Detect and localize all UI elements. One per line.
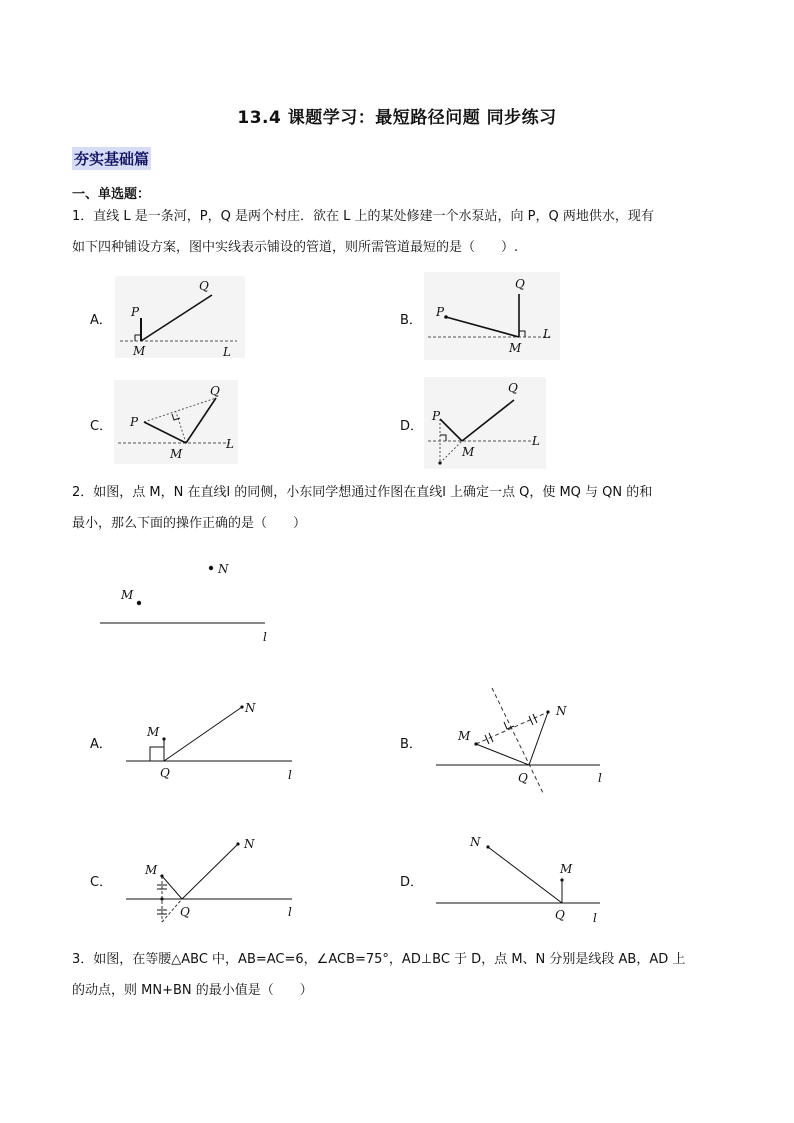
point-n (209, 566, 213, 570)
label-q: Q (210, 384, 220, 398)
q2-figure-b (432, 685, 612, 800)
foot-point (160, 897, 163, 900)
segment-m-q (162, 876, 182, 899)
label-n: N (245, 701, 256, 715)
label-n: N (218, 562, 229, 576)
q2-line-2: 最小，那么下面的操作正确的是（ ） (72, 516, 307, 531)
q2-option-c-label: C． (90, 875, 113, 890)
q1-line-2: 如下四种铺设方案，图中实线表示铺设的管道，则所需管道最短的是（ ）. (72, 240, 519, 255)
q1-option-a-label: A． (90, 313, 112, 328)
segment-n-q (488, 847, 562, 903)
q1-text (72, 201, 732, 263)
label-q: Q (515, 277, 525, 291)
label-p: P (432, 409, 441, 423)
section-heading: 夯实基础篇 (72, 147, 151, 170)
point-m (160, 874, 163, 877)
page-title: 13.4 课题学习：最短路径问题 同步练习 (237, 108, 557, 128)
label-m: M (147, 725, 160, 739)
label-q: Q (199, 279, 209, 293)
q2-figure-c (120, 832, 310, 927)
q2-option-b-label: B． (400, 737, 422, 752)
label-q: Q (180, 905, 190, 919)
label-n: N (244, 837, 255, 851)
label-l: l (598, 771, 602, 785)
label-q: Q (160, 766, 170, 780)
label-m: M (121, 588, 134, 602)
q2-option-a-label: A． (90, 737, 112, 752)
segment-q-n (182, 844, 238, 899)
point-n (546, 710, 549, 713)
point-m (162, 737, 165, 740)
label-m: M (462, 445, 475, 459)
q3-text (72, 944, 732, 1006)
label-l: l (288, 905, 292, 919)
point-p (444, 315, 448, 319)
q1-line-1: 1．直线 L 是一条河，P，Q 是两个村庄．欲在 L 上的某处修建一个水泵站，向 P，Q 两地供水，现有 (72, 209, 654, 224)
label-p: P (436, 305, 445, 319)
point-m (137, 601, 141, 605)
label-l: L (223, 345, 231, 359)
q1-option-c-label: C． (90, 419, 113, 434)
q2-figure-a (120, 695, 310, 785)
label-n: N (470, 835, 481, 849)
segment-q-n (164, 707, 242, 761)
label-n: N (556, 704, 567, 718)
label-p: P (131, 305, 140, 319)
point-n (240, 705, 243, 708)
label-m: M (133, 344, 146, 358)
reflected-point (438, 461, 441, 464)
q1-option-d-label: D． (400, 419, 424, 434)
point-n (486, 845, 489, 848)
label-m: M (170, 447, 183, 461)
q2-figure-d (432, 830, 612, 925)
label-m: M (509, 341, 522, 355)
q1-figure-c (114, 380, 238, 464)
q3-line-1: 3．如图，在等腰△ABC 中，AB=AC=6，∠ACB=75°，AD⊥BC 于 D，点 M、N 分别是线段 AB，AD 上 (72, 952, 686, 967)
label-p: P (130, 415, 139, 429)
q2-line-1: 2．如图，点 M，N 在直线l 的同侧，小东同学想通过作图在直线l 上确定一点 Q，使 MQ 与 QN 的和 (72, 485, 653, 500)
label-l: l (593, 911, 597, 925)
label-q: Q (555, 908, 565, 922)
q2-option-d-label: D． (400, 875, 424, 890)
label-l: l (263, 630, 267, 644)
label-l: L (532, 434, 540, 448)
q1-figure-d (424, 377, 546, 469)
point-m (560, 878, 563, 881)
question-type-heading: 一、单选题： (72, 187, 151, 202)
point-n (236, 842, 239, 845)
segment-q-n (529, 712, 548, 765)
label-q: Q (518, 771, 528, 785)
point-m (474, 742, 477, 745)
label-l: L (543, 327, 551, 341)
label-q: Q (508, 381, 518, 395)
label-l: L (226, 437, 234, 451)
label-m: M (145, 863, 158, 877)
q1-figure-a (115, 276, 245, 358)
q2-text (72, 477, 732, 539)
right-angle-mark (150, 747, 164, 761)
label-l: l (288, 768, 292, 782)
q1-figure-b (424, 272, 560, 360)
q2-main-figure (95, 555, 285, 650)
q3-line-2: 的动点，则 MN+BN 的最小值是（ ） (72, 983, 313, 998)
label-m: M (560, 862, 573, 876)
label-m: M (458, 729, 471, 743)
q1-option-b-label: B． (400, 313, 422, 328)
figure-background (424, 272, 560, 360)
tick-mark (533, 714, 537, 723)
